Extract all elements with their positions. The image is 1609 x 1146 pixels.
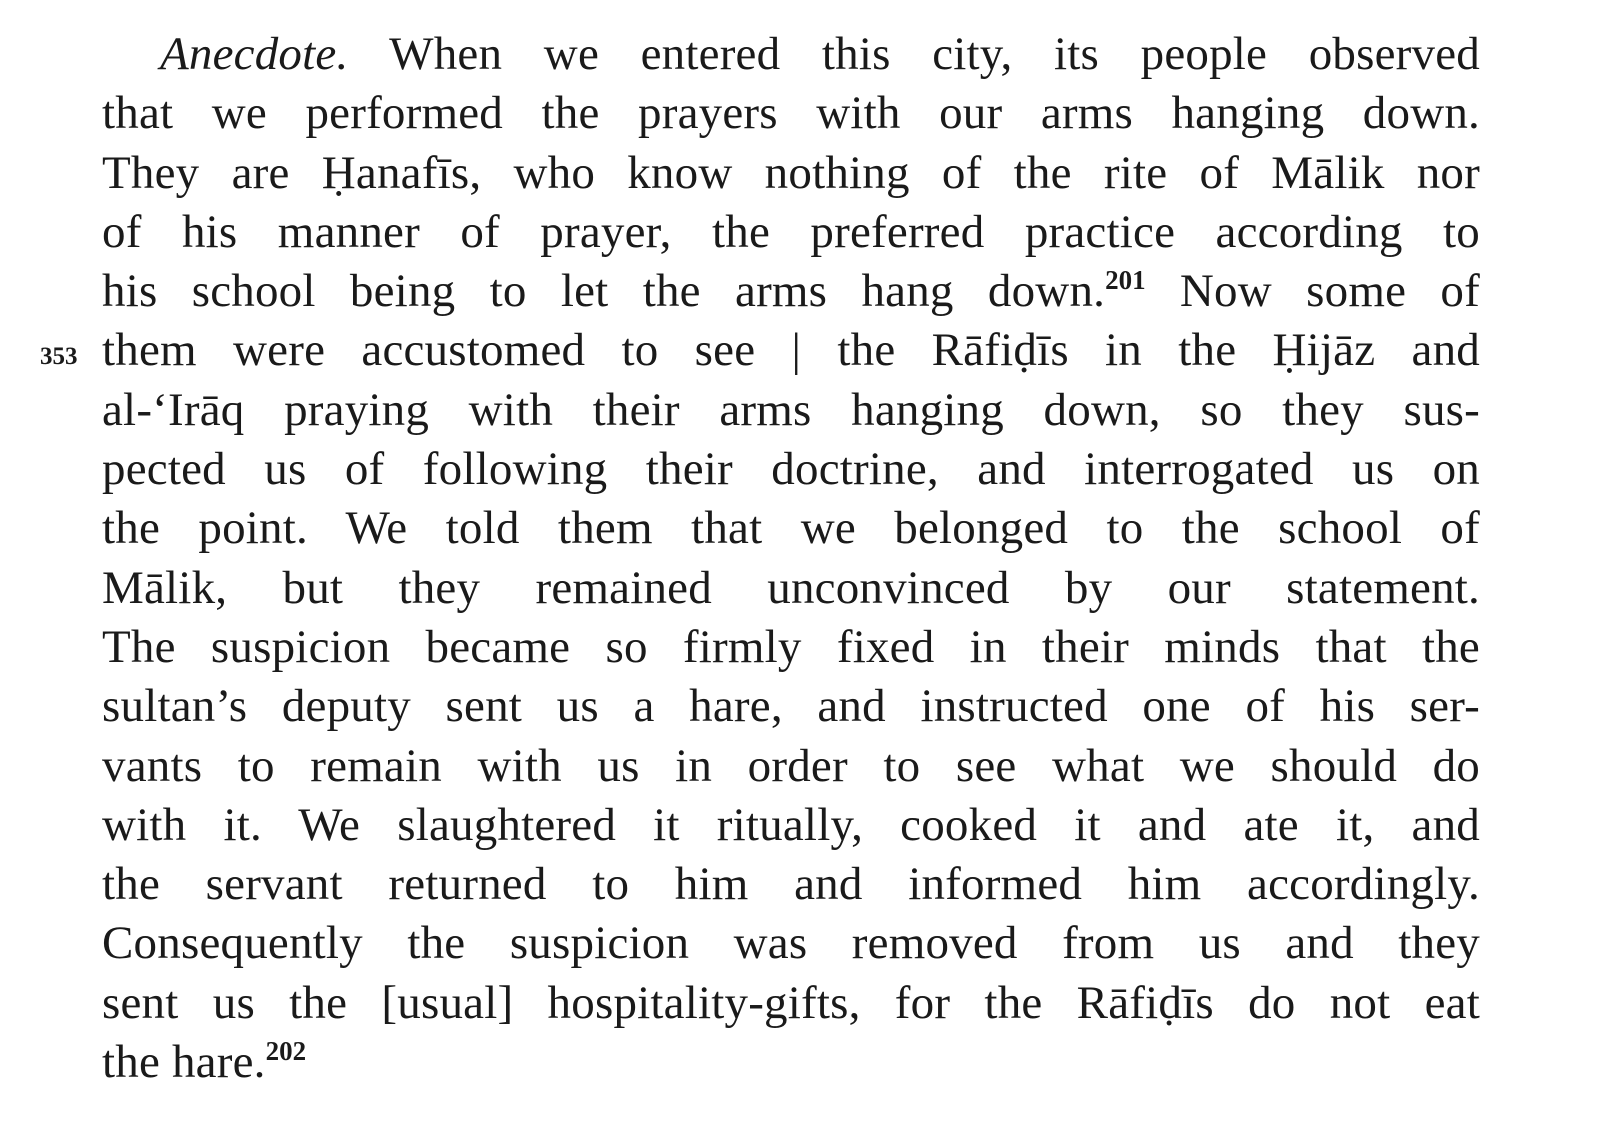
text-line (102, 618, 1480, 677)
text-line (102, 381, 1480, 440)
line-text: the hare. (102, 1036, 266, 1089)
line-text: them were accustomed to see | the Rāfiḍīs in the Ḥijāz and (102, 324, 1480, 377)
line-text: Mālik, but they remained unconvinced by our statement. (102, 561, 1480, 614)
line-text: The suspicion became so firmly fixed in their minds that the (102, 620, 1480, 673)
line-text: They are Ḥanafīs, who know nothing of the rite of Mālik nor (102, 146, 1480, 199)
margin-page-number: 353 (40, 343, 78, 370)
line-text: with it. We slaughtered it ritually, cooked it and ate it, and (102, 798, 1480, 851)
line-text: the point. We told them that we belonged to the school of (102, 502, 1480, 555)
line-text: Now some of (1145, 265, 1480, 318)
line-text: vants to remain with us in order to see what we should do (102, 739, 1480, 792)
line-text: his school being to let the arms hang down. (102, 265, 1106, 318)
text-line (102, 974, 1480, 1033)
text-line (102, 144, 1480, 203)
paragraph (102, 25, 1480, 1092)
text-line (102, 914, 1480, 973)
text-line (102, 677, 1480, 736)
text-line (102, 1033, 1480, 1092)
text-line (102, 25, 1480, 84)
line-text: al-‘Irāq praying with their arms hanging down, so they sus- (102, 383, 1480, 436)
text-line (102, 203, 1480, 262)
footnote-marker: 202 (265, 1036, 307, 1067)
text-line (102, 440, 1480, 499)
line-text: that we performed the prayers with our arms hanging down. (102, 87, 1480, 140)
line-text: When we entered this city, its people observed (348, 28, 1480, 80)
text-line (102, 499, 1480, 558)
line-text: of his manner of prayer, the preferred practice according to (102, 205, 1480, 258)
line-text: sent us the [usual] hospitality-gifts, for the Rāfiḍīs do not eat (102, 976, 1480, 1029)
text-line (102, 855, 1480, 914)
line-text: sultan’s deputy sent us a hare, and instructed one of his ser- (102, 680, 1480, 733)
text-line (102, 321, 1480, 380)
text-line (102, 84, 1480, 143)
text-line (102, 796, 1480, 855)
line-text: the servant returned to him and informed him accordingly. (102, 858, 1480, 911)
text-line (102, 559, 1480, 618)
footnote-marker: 201 (1105, 265, 1146, 296)
line-text: Consequently the suspicion was removed from us and they (102, 917, 1480, 970)
line-text: pected us of following their doctrine, and interrogated us on (102, 443, 1480, 496)
anecdote-heading: Anecdote. (160, 28, 349, 80)
text-line (102, 737, 1480, 796)
text-line (102, 262, 1480, 321)
